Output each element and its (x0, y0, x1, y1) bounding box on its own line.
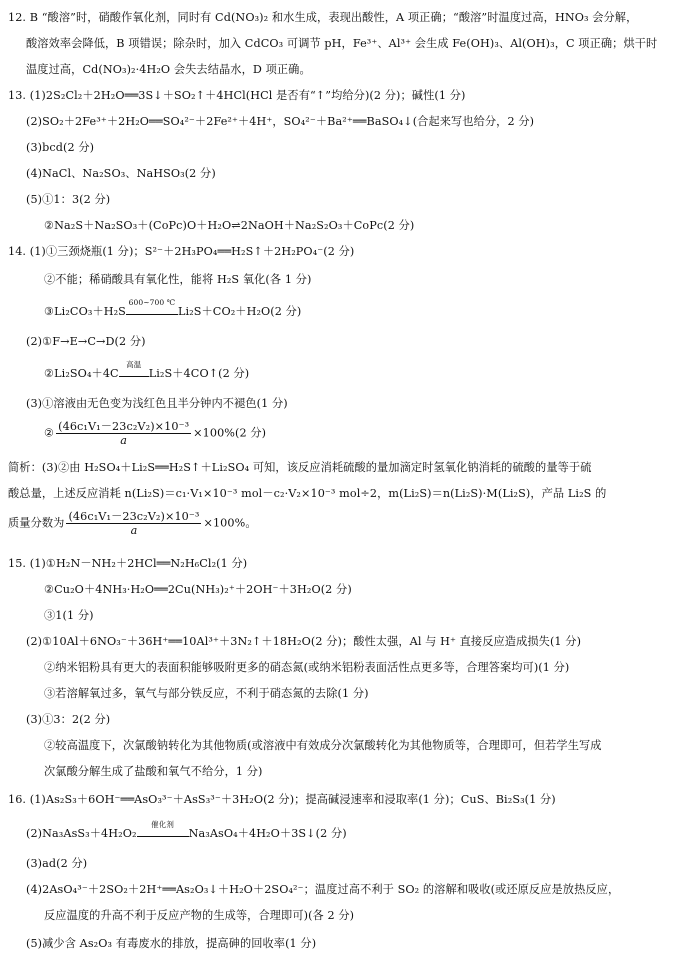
mass-fraction-formula (66, 510, 201, 537)
reaction-condition-label: 高温 (126, 360, 142, 369)
q15-part-3b: ②较高温度下，次氯酸钠转化为其他物质(或溶液中有效成分次氯酸转化为其他物质等，合理即可，但若学生写成 (44, 739, 602, 752)
q15-part-2a: (2)①10Al＋6NO₃⁻＋36H⁺══10Al³⁺＋3N₂↑＋18H₂O(2 分)；酸性太强，Al 与 H⁺ 直接反应造成损失(1 分) (26, 635, 582, 648)
q16-part-4a: (4)2AsO₄³⁻＋2SO₂＋2H⁺══As₂O₃↓＋H₂O＋2SO₄²⁻；温度过高不利于 SO₂ 的溶解和吸收(或还原反应是放热反应， (26, 883, 620, 896)
q14-part-2b (44, 360, 250, 382)
q15-part-1b: ②Cu₂O＋4NH₃·H₂O══2Cu(NH₃)₂⁺＋2OH⁻＋3H₂O(2 分) (44, 583, 352, 596)
q13-part-2: (2)SO₂＋2Fe³⁺＋2H₂O══SO₄²⁻＋2Fe²⁺＋4H⁺，SO₄²⁻＋Ba²⁺══BaSO₄↓(合起来写也给分，2 分) (26, 115, 535, 128)
q13-part-5a: (5)①1：3(2 分) (26, 193, 111, 206)
q13-part-3: (3)bcd(2 分) (26, 141, 95, 154)
q14-part-3a: (3)①溶液由无色变为浅红色且半分钟内不褪色(1 分) (26, 397, 288, 410)
q14-part-2a: (2)①F→E→C→D(2 分) (26, 335, 146, 348)
q15-part-3c: 次氯酸分解生成了盐酸和氧气不给分，1 分) (44, 765, 263, 778)
q14-explanation-2: 酸总量，上述反应消耗 n(Li₂S)＝c₁·V₁×10⁻³ mol－c₂·V₂×10⁻³ mol÷2，m(Li₂S)＝n(Li₂S)·M(Li₂S)，产品 Li₂S 的 (8, 487, 607, 500)
q14-explanation-3 (8, 510, 257, 537)
reaction-condition-arrow (126, 298, 178, 315)
q16-2-reactants: (2)Na₃AsS₃＋4H₂O₂ (26, 827, 137, 840)
formula-denominator: a (120, 434, 128, 447)
q12-line-1: 12. B “酸溶”时，硝酸作氧化剂，同时有 Cd(NO₃)₂ 和水生成，表现出酸性，A 项正确；“酸溶”时温度过高，HNO₃ 会分解， (8, 11, 638, 24)
q12-line-3: 温度过高，Cd(NO₃)₂·4H₂O 会失去结晶水，D 项正确。 (26, 63, 311, 76)
formula-numerator: (46c₁V₁－23c₂V₂)×10⁻³ (68, 510, 200, 523)
formula-denominator: a (130, 524, 138, 537)
q14-part-3b (44, 420, 266, 447)
q14-explanation-1: 简析：(3)②由 H₂SO₄＋Li₂S══H₂S↑＋Li₂SO₄ 可知，该反应消耗硫酸的量加滴定时氢氧化钠消耗的硫酸的量等于硫 (8, 461, 592, 474)
q14-part-1b: ②不能；稀硝酸具有氧化性，能将 H₂S 氧化(各 1 分) (44, 273, 312, 286)
q16-part-1: 16. (1)As₂S₃＋6OH⁻══AsO₃³⁻＋AsS₃³⁻＋3H₂O(2 分)；提高碱浸速率和浸取率(1 分)；CuS、Bi₂S₃(1 分) (8, 793, 556, 806)
q15-part-3a: (3)①3：2(2 分) (26, 713, 111, 726)
q14-part-1c (44, 298, 302, 320)
q13-part-5b: ②Na₂S＋Na₂SO₃＋(CoPc)O＋H₂O⇌2NaOH＋Na₂S₂O₃＋CoPc(2 分) (44, 219, 415, 232)
q16-part-3: (3)ad(2 分) (26, 857, 88, 870)
q14-3b-label: ② (44, 426, 55, 440)
q12-line-2: 酸溶效率会降低，B 项错误；除杂时，加入 CdCO₃ 可调节 pH，Fe³⁺、Al³⁺ 会生成 Fe(OH)₃、Al(OH)₃，C 项正确；烘干时 (26, 37, 658, 50)
mass-fraction-formula (56, 420, 191, 447)
q16-part-2 (26, 820, 347, 842)
q15-part-1c: ③1(1 分) (44, 609, 94, 622)
q15-part-2b: ②纳米铝粉具有更大的表面积能够吸附更多的硝态氮(或纳米铝粉表面活性点更多等，合理答案均可)(1 分) (44, 661, 570, 674)
q14-3b-suffix: ×100%(2 分) (193, 426, 267, 440)
q14-1c-products: Li₂S＋CO₂＋H₂O(2 分) (177, 305, 302, 318)
q14-expl3-label: 质量分数为 (8, 516, 65, 530)
q13-part-1: 13. (1)2S₂Cl₂＋2H₂O══3S↓＋SO₂↑＋4HCl(HCl 是否有“↑”均给分)(2 分)；碱性(1 分) (8, 89, 466, 102)
reaction-condition-arrow (137, 820, 189, 837)
q16-part-5: (5)减少含 As₂O₃ 有毒废水的排放，提高砷的回收率(1 分) (26, 937, 317, 950)
q16-2-products: Na₃AsO₄＋4H₂O＋3S↓(2 分) (188, 827, 347, 840)
q13-part-4: (4)NaCl、Na₂SO₃、NaHSO₃(2 分) (26, 167, 216, 180)
reaction-condition-label: 催化剂 (151, 820, 174, 829)
q14-expl3-suffix: ×100%。 (203, 516, 257, 530)
q15-part-1a: 15. (1)①H₂N－NH₂＋2HCl══N₂H₆Cl₂(1 分) (8, 557, 248, 570)
q15-part-2c: ③若溶解氧过多，氧气与部分铁反应，不利于硝态氮的去除(1 分) (44, 687, 369, 700)
q14-2b-reactants: ②Li₂SO₄＋4C (44, 367, 119, 380)
q14-part-1a: 14. (1)①三颈烧瓶(1 分)；S²⁻＋2H₃PO₄══H₂S↑＋2H₂PO₄⁻(2 分) (8, 245, 355, 258)
formula-numerator: (46c₁V₁－23c₂V₂)×10⁻³ (58, 420, 190, 433)
q14-2b-products: Li₂S＋4CO↑(2 分) (148, 367, 250, 380)
reaction-condition-arrow (119, 360, 149, 377)
reaction-condition-label: 600~700 ℃ (128, 298, 176, 307)
q16-part-4b: 反应温度的升高不利于反应产物的生成等，合理即可)(各 2 分) (44, 909, 355, 922)
q14-1c-reactants: ③Li₂CO₃＋H₂S (44, 305, 126, 318)
